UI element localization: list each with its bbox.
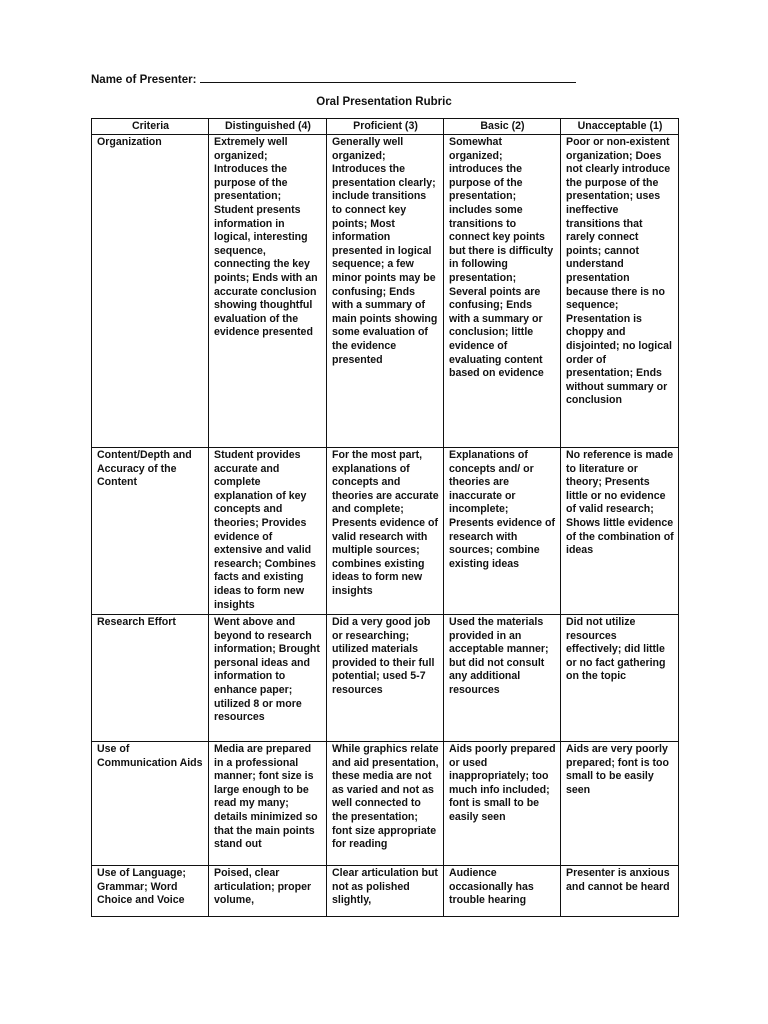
- criteria-cell: Research Effort: [92, 615, 209, 742]
- unacceptable-cell: No reference is made to literature or theory; Presents little or no evidence of valid research; Shows little evidence of the combination of ideas: [561, 448, 679, 615]
- table-row: [92, 742, 679, 866]
- criteria-cell: Use of Communication Aids: [92, 742, 209, 866]
- proficient-cell: Generally well organized; Introduces the presentation clearly; include transitions to connect key points; Most information presented in logical sequence; a few minor points may be confusing; Ends with a summary of main points showing some evaluation of the evidence presented: [327, 135, 444, 448]
- table-row: [92, 866, 679, 917]
- unacceptable-cell: Poor or non-existent organization; Does not clearly introduce the purpose of the presentation; uses ineffective transitions that rarely connect points; cannot understand presentation because there is no sequence; Presentation is choppy and disjointed; no logical order of presentation; Ends without summary or conclusion: [561, 135, 679, 448]
- basic-cell: Audience occasionally has trouble hearing: [444, 866, 561, 917]
- proficient-cell: Did a very good job or researching; utilized materials provided to their full potential; used 5-7 resources: [327, 615, 444, 742]
- proficient-cell: For the most part, explanations of concepts and theories are accurate and complete; Presents evidence of valid research with multiple sources; combines existing ideas to form new insights: [327, 448, 444, 615]
- basic-cell: Somewhat organized; introduces the purpose of the presentation; includes some transitions to connect key points but there is difficulty in following presentation; Several points are confusing; Ends with a summary or conclusion; little evidence of evaluating content based on evidence: [444, 135, 561, 448]
- distinguished-cell: Media are prepared in a professional manner; font size is large enough to be read my many; details minimized so that the main points stand out: [209, 742, 327, 866]
- column-header-proficient: Proficient (3): [327, 119, 444, 135]
- unacceptable-cell: Aids are very poorly prepared; font is too small to be easily seen: [561, 742, 679, 866]
- distinguished-cell: Went above and beyond to research information; Brought personal ideas and information to enhance paper; utilized 8 or more resources: [209, 615, 327, 742]
- criteria-cell: Organization: [92, 135, 209, 448]
- presenter-name-blank: [200, 71, 576, 83]
- presenter-label: Name of Presenter:: [91, 74, 197, 86]
- unacceptable-cell: Presenter is anxious and cannot be heard: [561, 866, 679, 917]
- basic-cell: Used the materials provided in an acceptable manner; but did not consult any additional resources: [444, 615, 561, 742]
- rubric-title: Oral Presentation Rubric: [316, 96, 452, 108]
- criteria-cell: Use of Language; Grammar; Word Choice and Voice: [92, 866, 209, 917]
- table-row: [92, 448, 679, 615]
- table-header-row: [92, 119, 679, 135]
- table-row: [92, 135, 679, 448]
- criteria-cell: Content/Depth and Accuracy of the Content: [92, 448, 209, 615]
- proficient-cell: Clear articulation but not as polished slightly,: [327, 866, 444, 917]
- distinguished-cell: Student provides accurate and complete explanation of key concepts and theories; Provides evidence of extensive and valid research; Combines facts and existing ideas to form new insights: [209, 448, 327, 615]
- presenter-name-line: [91, 71, 576, 86]
- table-row: [92, 615, 679, 742]
- proficient-cell: While graphics relate and aid presentation, these media are not as varied and not as well connected to the presentation; font size appropriate for reading: [327, 742, 444, 866]
- rubric-table: [91, 118, 679, 917]
- column-header-distinguished: Distinguished (4): [209, 119, 327, 135]
- unacceptable-cell: Did not utilize resources effectively; did little or no fact gathering on the topic: [561, 615, 679, 742]
- basic-cell: Aids poorly prepared or used inappropriately; too much info included; font is small to be easily seen: [444, 742, 561, 866]
- distinguished-cell: Poised, clear articulation; proper volume,: [209, 866, 327, 917]
- column-header-unacceptable: Unacceptable (1): [561, 119, 679, 135]
- basic-cell: Explanations of concepts and/ or theories are inaccurate or incomplete; Presents evidence of research with sources; combine existing ideas: [444, 448, 561, 615]
- column-header-basic: Basic (2): [444, 119, 561, 135]
- column-header-criteria: Criteria: [92, 119, 209, 135]
- distinguished-cell: Extremely well organized; Introduces the purpose of the presentation; Student presents information in logical, interesting sequence, connecting the key points; Ends with an accurate conclusion showing thoughtful evaluation of the evidence presented: [209, 135, 327, 448]
